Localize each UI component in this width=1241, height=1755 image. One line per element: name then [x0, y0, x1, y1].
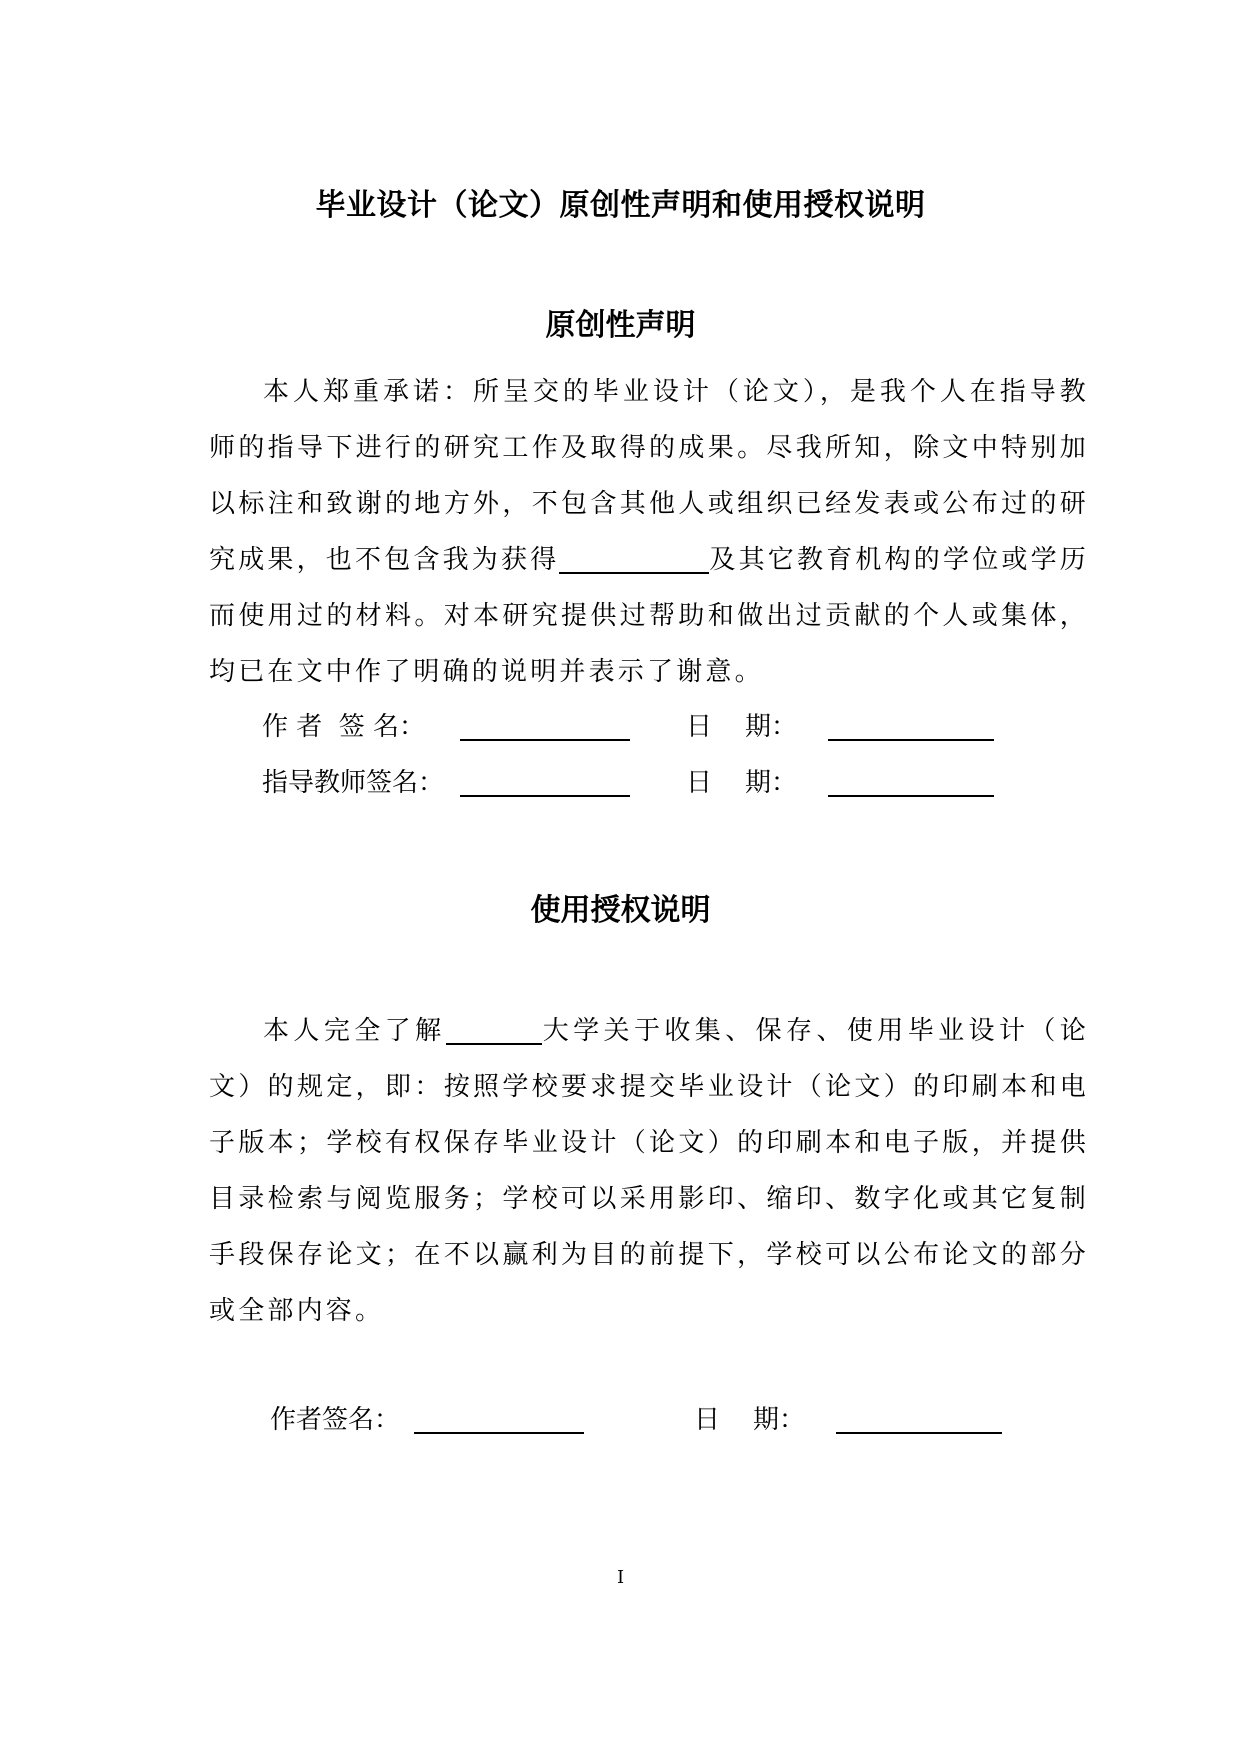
- originality-text-part1: 本人郑重承诺：所呈交的毕业设计（论文），是我个人在指导教师的指导下进行的研究工作及取得的成果。尽我所知，除文中特别加以标注和致谢的地方外，不包含其他人或组织已经发表或公布过的研究成果，也不包含我为获得: [209, 377, 1089, 575]
- authorization-heading: 使用授权说明: [530, 893, 711, 928]
- originality-heading: 原创性声明: [545, 308, 696, 343]
- authorization-text-part2: 大学关于收集、保存、使用毕业设计（论文）的规定，即：按照学校要求提交毕业设计（论文）的印刷本和电子版本；学校有权保存毕业设计（论文）的印刷本和电子版，并提供目录检索与阅览服务；学校可以采用影印、缩印、数字化或其它复制手段保存论文；在不以赢利为目的前提下，学校可以公布论文的部分或全部内容。: [209, 1016, 1089, 1326]
- advisor-sign-label: 指导教师签名：: [262, 768, 445, 798]
- authorization-date-line: [836, 1404, 1002, 1434]
- advisor-sign-line: [460, 767, 630, 797]
- authorization-signature-row: [270, 1400, 1070, 1440]
- authorization-text-part1: 本人完全了解: [263, 1016, 446, 1046]
- author-date-line: [828, 711, 994, 741]
- authorization-date-label: 日 期：: [694, 1405, 806, 1435]
- advisor-date-line: [828, 767, 994, 797]
- page-number: I: [616, 1567, 625, 1588]
- authorization-paragraph: [209, 1003, 1089, 1339]
- originality-text-part2: 及其它教育机构的学位或学历而使用过的材料。对本研究提供过帮助和做出过贡献的个人或集体，均已在文中作了明确的说明并表示了谢意。: [209, 545, 1090, 687]
- author-sign-line: [460, 711, 630, 741]
- authorization-sign-line: [414, 1404, 584, 1434]
- advisor-date-label: 日 期：: [686, 768, 798, 798]
- originality-paragraph: [209, 364, 1089, 700]
- author-signature-row: [262, 707, 1062, 747]
- document-title: 毕业设计（论文）原创性声明和使用授权说明: [315, 188, 926, 223]
- institution-blank: [559, 546, 709, 574]
- authorization-sign-label: 作者签名：: [270, 1405, 401, 1435]
- university-blank: [446, 1017, 542, 1045]
- author-date-label: 日 期：: [686, 712, 798, 742]
- author-sign-label: 作 者 签 名：: [262, 712, 426, 742]
- advisor-signature-row: [262, 763, 1062, 803]
